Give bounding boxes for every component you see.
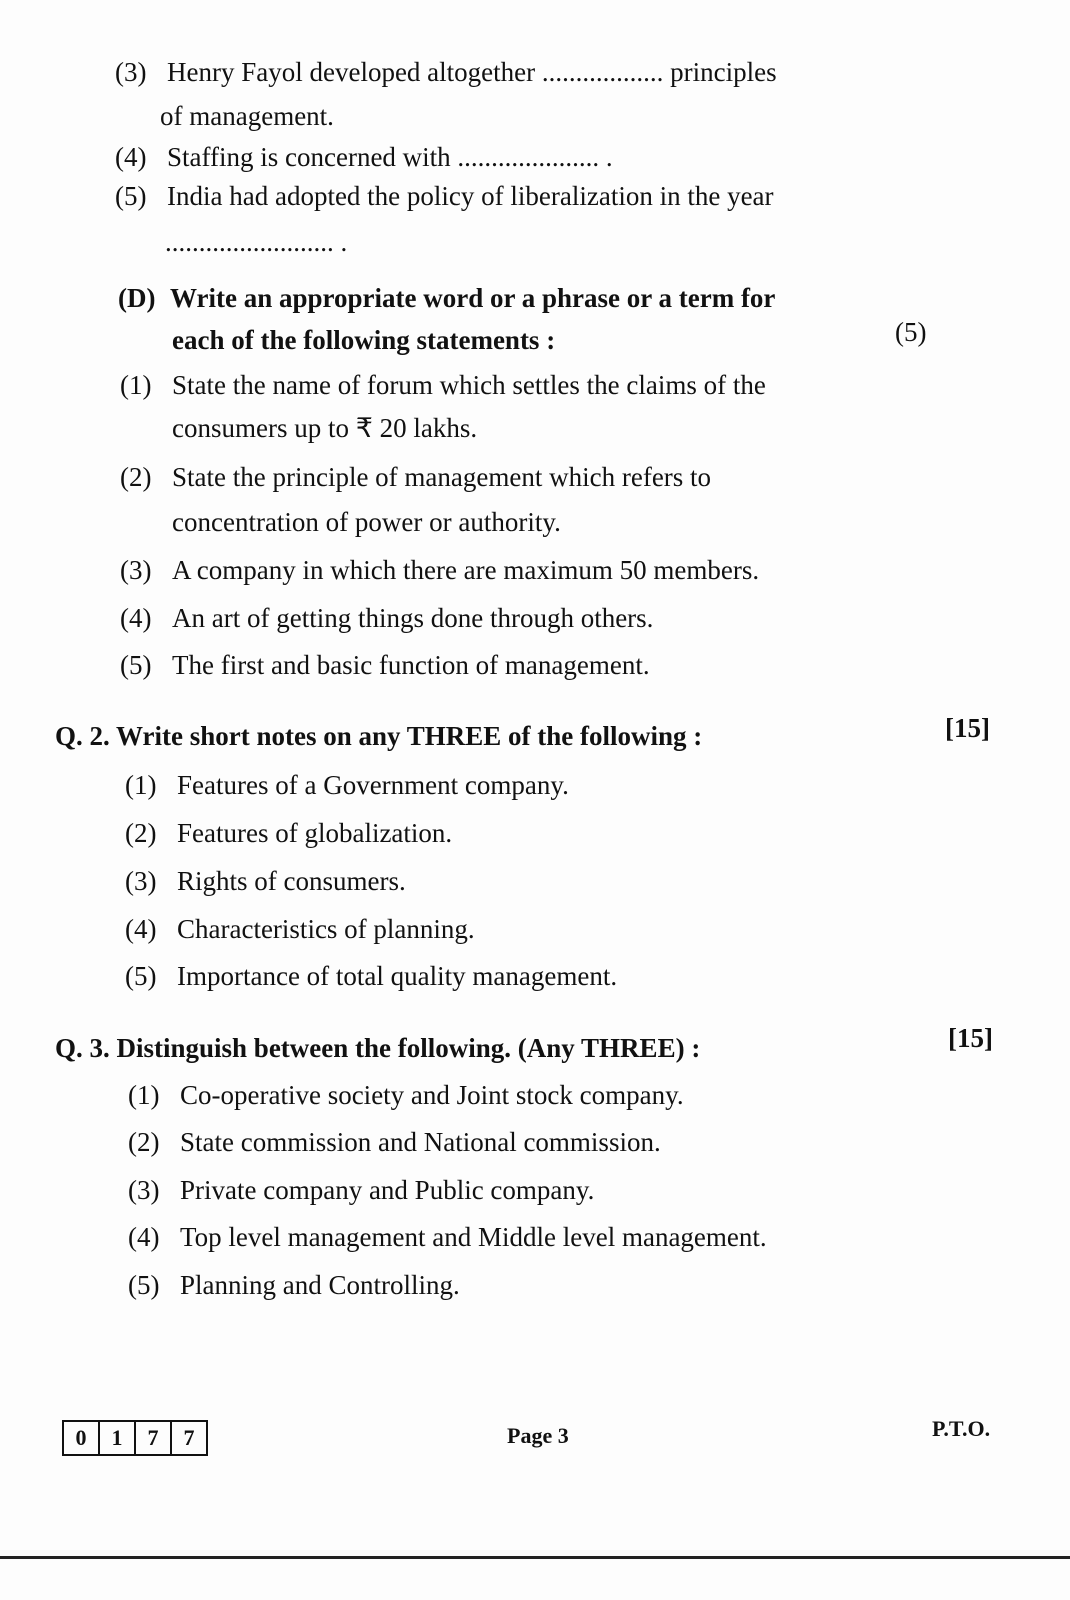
code-digit: 0	[64, 1422, 100, 1454]
list-item	[128, 1221, 767, 1253]
item-number: (4)	[120, 603, 152, 633]
list-item	[128, 1174, 594, 1206]
item-text: India had adopted the policy of liberalization in the year	[167, 181, 774, 211]
item-text: The first and basic function of management.	[172, 650, 650, 680]
item-number: (3)	[115, 57, 147, 87]
pto-label: P.T.O.	[932, 1416, 991, 1441]
list-item	[172, 506, 561, 538]
item-number: (3)	[128, 1175, 160, 1205]
list-item	[128, 1269, 460, 1301]
item-number: (4)	[128, 1222, 160, 1252]
list-item	[125, 865, 406, 897]
list-item	[172, 412, 477, 444]
list-item	[120, 369, 766, 401]
item-number: (2)	[128, 1127, 160, 1157]
item-number: (1)	[125, 770, 157, 800]
item-text: Characteristics of planning.	[177, 914, 475, 944]
bottom-rule	[0, 1556, 1070, 1559]
item-text: Private company and Public company.	[180, 1175, 595, 1205]
q2-marks: [15]	[945, 713, 990, 743]
code-digit: 1	[100, 1422, 136, 1454]
list-item	[120, 602, 653, 634]
list-item	[125, 817, 452, 849]
item-text: Features of a Government company.	[177, 770, 569, 800]
item-text: Importance of total quality management.	[177, 961, 618, 991]
item-text: Features of globalization.	[177, 818, 453, 848]
code-digit: 7	[136, 1422, 172, 1454]
list-item	[128, 1126, 661, 1158]
item-number: (5)	[125, 961, 157, 991]
item-text-cont: of management.	[160, 101, 334, 131]
item-number: (4)	[115, 142, 147, 172]
item-text: Top level management and Middle level management.	[180, 1222, 767, 1252]
list-item	[120, 554, 759, 586]
item-text: consumers up to ₹ 20 lakhs.	[172, 413, 478, 443]
paper-code-box	[62, 1420, 208, 1456]
item-number: (5)	[120, 650, 152, 680]
section-d-heading	[118, 282, 775, 314]
section-label: (D)	[118, 283, 156, 313]
c-item-4	[115, 141, 613, 173]
q2-title: Q. 2. Write short notes on any THREE of the following :	[55, 721, 703, 751]
item-text: A company in which there are maximum 50 members.	[172, 555, 760, 585]
list-item	[128, 1079, 684, 1111]
item-text: An art of getting things done through others.	[172, 603, 654, 633]
item-text: Planning and Controlling.	[180, 1270, 460, 1300]
item-text: concentration of power or authority.	[172, 507, 561, 537]
item-text: Henry Fayol developed altogether .................. principles	[167, 57, 777, 87]
list-item	[120, 461, 711, 493]
c-item-5	[115, 180, 774, 212]
item-number: (4)	[125, 914, 157, 944]
item-number: (5)	[115, 181, 147, 211]
item-number: (3)	[125, 866, 157, 896]
q3-marks: [15]	[948, 1023, 993, 1053]
item-number: (3)	[120, 555, 152, 585]
item-text-cont: ......................... .	[165, 227, 348, 257]
item-text: Co-operative society and Joint stock company.	[180, 1080, 684, 1110]
item-text: Staffing is concerned with ..................... .	[167, 142, 613, 172]
item-number: (2)	[120, 462, 152, 492]
heading-line: Write an appropriate word or a phrase or a term for	[170, 283, 776, 313]
code-digit: 7	[183, 1425, 195, 1450]
item-text: State commission and National commission.	[180, 1127, 661, 1157]
heading-line: each of the following statements :	[172, 325, 556, 355]
list-item	[125, 960, 617, 992]
list-item	[125, 913, 475, 945]
item-number: (1)	[128, 1080, 160, 1110]
item-text: State the name of forum which settles the claims of the	[172, 370, 766, 400]
page-number: Page 3	[507, 1423, 569, 1448]
item-number: (2)	[125, 818, 157, 848]
c-item-3	[115, 56, 777, 88]
list-item	[125, 769, 569, 801]
q3-title: Q. 3. Distinguish between the following. (Any THREE) :	[55, 1033, 701, 1063]
item-text: Rights of consumers.	[177, 866, 406, 896]
item-number: (5)	[128, 1270, 160, 1300]
list-item	[120, 649, 650, 681]
marks: (5)	[895, 317, 927, 347]
item-text: State the principle of management which refers to	[172, 462, 712, 492]
item-number: (1)	[120, 370, 152, 400]
